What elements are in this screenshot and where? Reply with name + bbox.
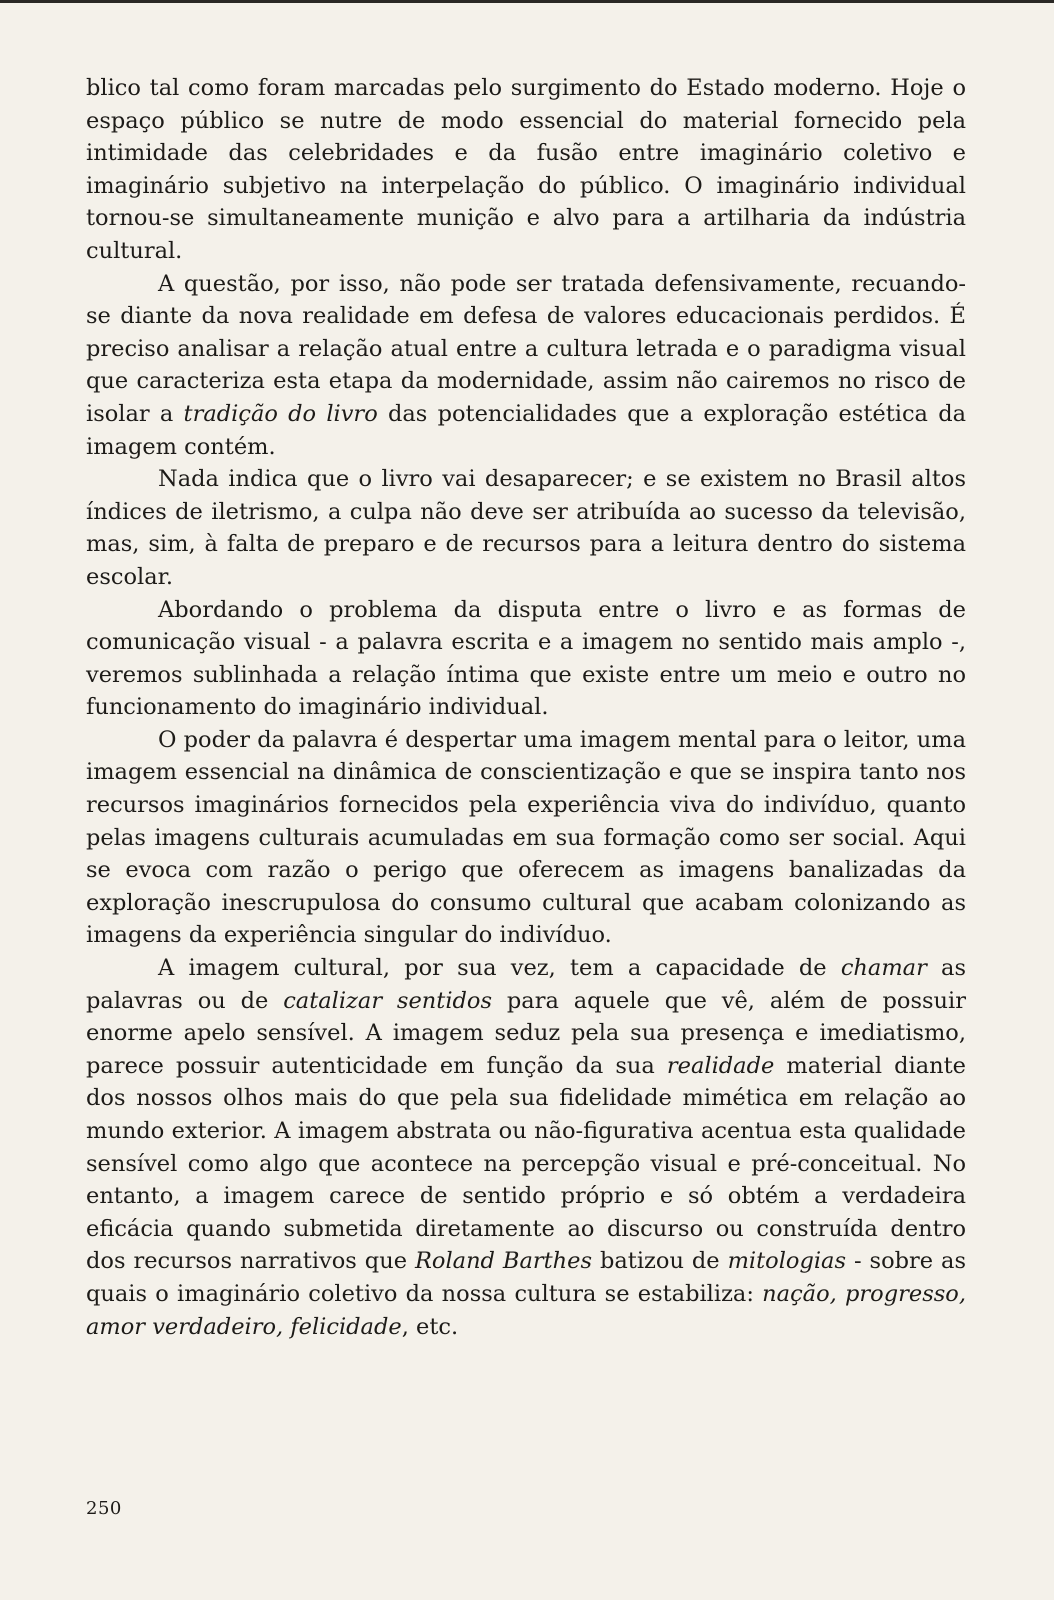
italic-segment: tradição do livro [183,400,378,427]
text-segment: A questão, por isso, não pode ser tratada defensivamente, recuando-se diante da nova realidade em defesa de valores educacionais perdidos. É preciso analisar a relação atual entre a cultura letrada e o paradigma visual que caracteriza esta etapa da modernidade, assim não cairemos no risco de isolar a [86,270,966,427]
italic-segment: realidade [666,1052,775,1079]
text-segment: material diante dos nossos olhos mais do que pela sua fidelidade mimética em relação ao mundo exterior. A imagem abstrata ou não-figurativa acentua esta qualidade sensível como algo que acontece na percepção visual e pré-conceitual. No entanto, a imagem carece de sentido próprio e só obtém a verdadeira eficácia quando submetida diretamente ao discurso ou construída dentro dos recursos narrativos que [86,1052,966,1275]
paragraph-2 [86,268,966,464]
text-segment: , etc. [401,1313,459,1340]
text-segment: blico tal como foram marcadas pelo surgimento do Estado moderno. Hoje o espaço público se nutre de modo essencial do material fornecido pela intimidade das celebridades e da fusão entre imaginário coletivo e imaginário subjetivo na interpelação do público. O imaginário individual tornou-se simultaneamente munição e alvo para a artilharia da indústria cultural. [86,75,966,264]
text-segment: as palavras ou de [86,955,966,1014]
paragraph-6 [86,952,966,1343]
text-segment: O poder da palavra é despertar uma imagem mental para o leitor, uma imagem essencial na dinâmica de conscientização e que se inspira tanto nos recursos imaginários fornecidos pela experiência viva do indivíduo, quanto pelas imagens culturais acumuladas em sua formação como ser social. Aqui se evoca com razão o perigo que oferecem as imagens banalizadas da exploração inescrupulosa do consumo cultural que acabam colonizando as imagens da experiência singular do indivíduo. [86,726,966,949]
italic-segment: mitologias [727,1248,846,1275]
paragraph-5 [86,724,966,952]
text-segment: batizou de [592,1248,728,1275]
italic-segment: nação, progresso, amor verdadeiro, felicidade [86,1280,966,1340]
page-number: 250 [86,1498,122,1519]
text-segment: das potencialidades que a exploração estética da imagem contém. [86,400,967,460]
paragraph-1 [86,72,966,268]
italic-segment: chamar [840,955,927,982]
paragraph-4 [86,594,966,724]
text-segment: - sobre as quais o imaginário coletivo da nossa cultura se estabiliza: [86,1248,967,1307]
text-segment: para aquele que vê, além de possuir enorme apelo sensível. A imagem seduz pela sua presença e imediatismo, parece possuir autenticidade em função da sua [86,987,966,1079]
page-body [86,72,966,1343]
text-segment: Nada indica que o livro vai desaparecer; e se existem no Brasil altos índices de iletrismo, a culpa não deve ser atribuída ao sucesso da televisão, mas, sim, à falta de preparo e de recursos para a leitura dentro do sistema escolar. [86,466,966,590]
text-segment: A imagem cultural, por sua vez, tem a capacidade de [158,955,841,982]
italic-segment: catalizar sentidos [283,987,493,1014]
paragraph-3 [86,463,966,593]
text-segment: Abordando o problema da disputa entre o livro e as formas de comunicação visual - a palavra escrita e a imagem no sentido mais amplo -, veremos sublinhada a relação íntima que existe entre um meio e outro no funcionamento do imaginário individual. [86,596,966,721]
top-rule [0,0,1054,3]
italic-segment: Roland Barthes [414,1248,593,1275]
